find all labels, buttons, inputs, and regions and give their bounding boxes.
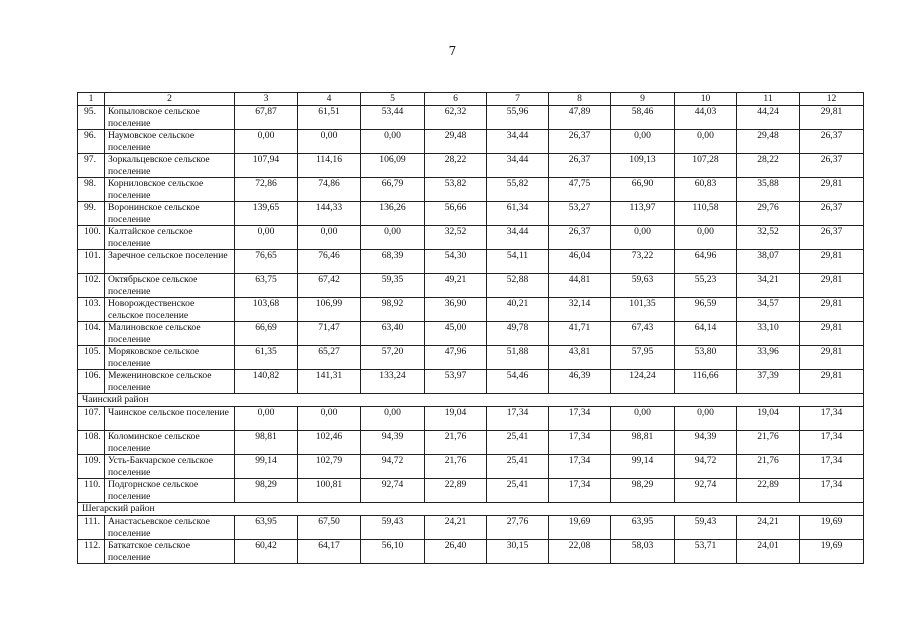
- table-cell: 46,39: [549, 370, 611, 394]
- tariff-table: [77, 92, 864, 564]
- table-cell: 17,34: [549, 455, 611, 479]
- table-cell: 109,13: [611, 154, 675, 178]
- settlement-name: Коломинское сельское поселение: [105, 431, 235, 455]
- table-cell: 64,14: [675, 322, 737, 346]
- settlement-name: Калтайское сельское поселение: [105, 226, 235, 250]
- table-cell: 19,04: [425, 407, 487, 431]
- table-cell: 59,43: [361, 516, 425, 540]
- table-cell: 99,14: [611, 455, 675, 479]
- table-cell: 19,69: [800, 516, 864, 540]
- table-cell: 57,95: [611, 346, 675, 370]
- table-cell: 28,22: [737, 154, 800, 178]
- col-header: 7: [487, 93, 549, 106]
- table-cell: 24,01: [737, 540, 800, 564]
- table-cell: 98,29: [611, 479, 675, 503]
- table-cell: 47,89: [549, 106, 611, 130]
- table-row: [78, 226, 864, 250]
- table-cell: 68,39: [361, 250, 425, 274]
- table-cell: 107,94: [235, 154, 298, 178]
- col-header: 2: [105, 93, 235, 106]
- table-row: [78, 250, 864, 274]
- table-cell: 59,35: [361, 274, 425, 298]
- table-cell: 17,34: [800, 479, 864, 503]
- table-cell: 29,81: [800, 298, 864, 322]
- table-row: [78, 540, 864, 564]
- table-cell: 64,96: [675, 250, 737, 274]
- table-cell: 63,95: [235, 516, 298, 540]
- row-number: 101.: [78, 250, 105, 274]
- table-cell: 22,08: [549, 540, 611, 564]
- table-cell: 45,00: [425, 322, 487, 346]
- table-cell: 17,34: [800, 407, 864, 431]
- table-cell: 0,00: [675, 130, 737, 154]
- table-cell: 94,39: [361, 431, 425, 455]
- table-cell: 61,35: [235, 346, 298, 370]
- table-cell: 0,00: [611, 407, 675, 431]
- table-cell: 53,82: [425, 178, 487, 202]
- table-cell: 58,03: [611, 540, 675, 564]
- row-number: 104.: [78, 322, 105, 346]
- table-cell: 40,21: [487, 298, 549, 322]
- settlement-name: Подгорнское сельское поселение: [105, 479, 235, 503]
- table-cell: 113,97: [611, 202, 675, 226]
- table-cell: 17,34: [800, 431, 864, 455]
- col-header: 1: [78, 93, 105, 106]
- table-cell: 26,40: [425, 540, 487, 564]
- table-cell: 19,69: [800, 540, 864, 564]
- table-cell: 30,15: [487, 540, 549, 564]
- table-cell: 38,07: [737, 250, 800, 274]
- settlement-name: Баткатское сельское поселение: [105, 540, 235, 564]
- table-cell: 57,20: [361, 346, 425, 370]
- table-row: [78, 106, 864, 130]
- table-cell: 59,63: [611, 274, 675, 298]
- table-cell: 55,82: [487, 178, 549, 202]
- table-cell: 24,21: [737, 516, 800, 540]
- table-cell: 29,48: [425, 130, 487, 154]
- table-cell: 0,00: [361, 226, 425, 250]
- table-cell: 56,66: [425, 202, 487, 226]
- page-number: 7: [448, 44, 457, 58]
- table-cell: 66,90: [611, 178, 675, 202]
- table-cell: 0,00: [235, 226, 298, 250]
- table-cell: 46,04: [549, 250, 611, 274]
- col-header: 11: [737, 93, 800, 106]
- table-body: [78, 106, 864, 564]
- table-cell: 25,41: [487, 431, 549, 455]
- row-number: 98.: [78, 178, 105, 202]
- col-header: 4: [298, 93, 361, 106]
- section-row: [78, 394, 864, 407]
- table-cell: 26,37: [549, 154, 611, 178]
- table-cell: 0,00: [611, 130, 675, 154]
- settlement-name: Октябрьское сельское поселение: [105, 274, 235, 298]
- table-cell: 73,22: [611, 250, 675, 274]
- row-number: 107.: [78, 407, 105, 431]
- table-cell: 96,59: [675, 298, 737, 322]
- col-header: 6: [425, 93, 487, 106]
- table-cell: 102,79: [298, 455, 361, 479]
- table-cell: 100,81: [298, 479, 361, 503]
- table-cell: 19,04: [737, 407, 800, 431]
- table-cell: 54,30: [425, 250, 487, 274]
- table-cell: 62,32: [425, 106, 487, 130]
- table-cell: 59,43: [675, 516, 737, 540]
- table-cell: 0,00: [298, 130, 361, 154]
- table-cell: 0,00: [235, 130, 298, 154]
- col-header: 9: [611, 93, 675, 106]
- table-cell: 144,33: [298, 202, 361, 226]
- table-cell: 34,44: [487, 154, 549, 178]
- table-cell: 41,71: [549, 322, 611, 346]
- table-cell: 34,57: [737, 298, 800, 322]
- section-label: Чаинский район: [78, 394, 864, 407]
- table-cell: 0,00: [298, 407, 361, 431]
- table-cell: 54,11: [487, 250, 549, 274]
- table-cell: 63,95: [611, 516, 675, 540]
- table-cell: 34,44: [487, 130, 549, 154]
- table-cell: 17,34: [549, 479, 611, 503]
- table-row: [78, 202, 864, 226]
- table-cell: 34,21: [737, 274, 800, 298]
- settlement-name: Наумовское сельское поселение: [105, 130, 235, 154]
- table-cell: 0,00: [361, 407, 425, 431]
- table-cell: 26,37: [800, 154, 864, 178]
- table-cell: 67,50: [298, 516, 361, 540]
- table-cell: 66,79: [361, 178, 425, 202]
- table-cell: 26,37: [549, 226, 611, 250]
- table-cell: 76,46: [298, 250, 361, 274]
- table-cell: 29,81: [800, 346, 864, 370]
- table-cell: 21,76: [737, 431, 800, 455]
- table-cell: 98,81: [235, 431, 298, 455]
- section-label: Шегарский район: [78, 503, 864, 516]
- table-cell: 33,96: [737, 346, 800, 370]
- table-cell: 21,76: [425, 431, 487, 455]
- row-number: 95.: [78, 106, 105, 130]
- table-cell: 44,24: [737, 106, 800, 130]
- table-cell: 22,89: [737, 479, 800, 503]
- table-cell: 0,00: [675, 407, 737, 431]
- header-row: [78, 93, 864, 106]
- table-cell: 36,90: [425, 298, 487, 322]
- settlement-name: Зоркальцевское сельское поселение: [105, 154, 235, 178]
- settlement-name: Анастасьевское сельское поселение: [105, 516, 235, 540]
- table-cell: 26,37: [800, 202, 864, 226]
- table-row: [78, 370, 864, 394]
- table-cell: 34,44: [487, 226, 549, 250]
- row-number: 105.: [78, 346, 105, 370]
- table-row: [78, 479, 864, 503]
- row-number: 102.: [78, 274, 105, 298]
- table-cell: 55,96: [487, 106, 549, 130]
- table-cell: 24,21: [425, 516, 487, 540]
- table-cell: 60,83: [675, 178, 737, 202]
- table-cell: 0,00: [361, 130, 425, 154]
- table-cell: 106,09: [361, 154, 425, 178]
- col-header: 12: [800, 93, 864, 106]
- table-cell: 67,87: [235, 106, 298, 130]
- table-row: [78, 346, 864, 370]
- table-cell: 65,27: [298, 346, 361, 370]
- table-cell: 17,34: [487, 407, 549, 431]
- settlement-name: Копыловское сельское поселение: [105, 106, 235, 130]
- table-cell: 33,10: [737, 322, 800, 346]
- table-cell: 60,42: [235, 540, 298, 564]
- table-cell: 94,72: [361, 455, 425, 479]
- table-cell: 102,46: [298, 431, 361, 455]
- table-cell: 92,74: [675, 479, 737, 503]
- col-header: 5: [361, 93, 425, 106]
- table-cell: 0,00: [675, 226, 737, 250]
- table-cell: 124,24: [611, 370, 675, 394]
- table-cell: 63,75: [235, 274, 298, 298]
- table-cell: 19,69: [549, 516, 611, 540]
- settlement-name: Межениновское сельское поселение: [105, 370, 235, 394]
- table-cell: 26,37: [800, 226, 864, 250]
- table-cell: 76,65: [235, 250, 298, 274]
- table-cell: 22,89: [425, 479, 487, 503]
- table-cell: 29,81: [800, 322, 864, 346]
- table-cell: 71,47: [298, 322, 361, 346]
- table-cell: 94,72: [675, 455, 737, 479]
- settlement-name: Корниловское сельское поселение: [105, 178, 235, 202]
- row-number: 96.: [78, 130, 105, 154]
- table-row: [78, 154, 864, 178]
- table-cell: 29,81: [800, 370, 864, 394]
- table-cell: 35,88: [737, 178, 800, 202]
- table-cell: 53,44: [361, 106, 425, 130]
- table-cell: 32,52: [425, 226, 487, 250]
- table-cell: 25,41: [487, 455, 549, 479]
- row-number: 109.: [78, 455, 105, 479]
- row-number: 97.: [78, 154, 105, 178]
- table-cell: 67,43: [611, 322, 675, 346]
- table-cell: 47,96: [425, 346, 487, 370]
- table-row: [78, 178, 864, 202]
- table-cell: 103,68: [235, 298, 298, 322]
- table-cell: 53,27: [549, 202, 611, 226]
- table-cell: 21,76: [737, 455, 800, 479]
- table-cell: 49,78: [487, 322, 549, 346]
- settlement-name: Моряковское сельское поселение: [105, 346, 235, 370]
- table-cell: 141,31: [298, 370, 361, 394]
- table-cell: 53,71: [675, 540, 737, 564]
- row-number: 100.: [78, 226, 105, 250]
- row-number: 110.: [78, 479, 105, 503]
- table-cell: 92,74: [361, 479, 425, 503]
- table-cell: 29,48: [737, 130, 800, 154]
- table-cell: 106,99: [298, 298, 361, 322]
- table-cell: 29,81: [800, 274, 864, 298]
- table-cell: 26,37: [800, 130, 864, 154]
- settlement-name: Заречное сельское поселение: [105, 250, 235, 274]
- table-cell: 101,35: [611, 298, 675, 322]
- table-cell: 51,88: [487, 346, 549, 370]
- col-header: 8: [549, 93, 611, 106]
- table-cell: 64,17: [298, 540, 361, 564]
- table-cell: 136,26: [361, 202, 425, 226]
- row-number: 99.: [78, 202, 105, 226]
- table-cell: 25,41: [487, 479, 549, 503]
- col-header: 3: [235, 93, 298, 106]
- row-number: 106.: [78, 370, 105, 394]
- row-number: 112.: [78, 540, 105, 564]
- table-row: [78, 130, 864, 154]
- settlement-name: Чаинское сельское поселение: [105, 407, 235, 431]
- table-cell: 44,81: [549, 274, 611, 298]
- table-cell: 29,81: [800, 106, 864, 130]
- table-cell: 17,34: [549, 407, 611, 431]
- table-row: [78, 298, 864, 322]
- table-cell: 74,86: [298, 178, 361, 202]
- table-cell: 98,92: [361, 298, 425, 322]
- table-cell: 139,65: [235, 202, 298, 226]
- table-cell: 26,37: [549, 130, 611, 154]
- table-cell: 54,46: [487, 370, 549, 394]
- table-cell: 63,40: [361, 322, 425, 346]
- table-cell: 99,14: [235, 455, 298, 479]
- table-cell: 98,81: [611, 431, 675, 455]
- table-cell: 58,46: [611, 106, 675, 130]
- section-row: [78, 503, 864, 516]
- table-row: [78, 274, 864, 298]
- table-cell: 61,34: [487, 202, 549, 226]
- table-cell: 49,21: [425, 274, 487, 298]
- table-cell: 140,82: [235, 370, 298, 394]
- table-row: [78, 516, 864, 540]
- table-cell: 0,00: [298, 226, 361, 250]
- table-cell: 110,58: [675, 202, 737, 226]
- table-cell: 29,81: [800, 250, 864, 274]
- col-header: 10: [675, 93, 737, 106]
- table-cell: 67,42: [298, 274, 361, 298]
- settlement-name: Воронинское сельское поселение: [105, 202, 235, 226]
- table-row: [78, 455, 864, 479]
- table-cell: 32,14: [549, 298, 611, 322]
- table-cell: 0,00: [235, 407, 298, 431]
- table-cell: 107,28: [675, 154, 737, 178]
- table-cell: 43,81: [549, 346, 611, 370]
- table-cell: 61,51: [298, 106, 361, 130]
- table-cell: 29,81: [800, 178, 864, 202]
- table-cell: 37,39: [737, 370, 800, 394]
- table-cell: 53,80: [675, 346, 737, 370]
- table-cell: 0,00: [611, 226, 675, 250]
- table-cell: 17,34: [549, 431, 611, 455]
- table-cell: 29,76: [737, 202, 800, 226]
- table-cell: 21,76: [425, 455, 487, 479]
- table-cell: 28,22: [425, 154, 487, 178]
- table-cell: 56,10: [361, 540, 425, 564]
- settlement-name: Усть-Бакчарское сельское поселение: [105, 455, 235, 479]
- table-cell: 47,75: [549, 178, 611, 202]
- table-cell: 52,88: [487, 274, 549, 298]
- table-cell: 94,39: [675, 431, 737, 455]
- table-cell: 53,97: [425, 370, 487, 394]
- table-row: [78, 322, 864, 346]
- table-cell: 27,76: [487, 516, 549, 540]
- table-row: [78, 431, 864, 455]
- table-cell: 55,23: [675, 274, 737, 298]
- table-cell: 32,52: [737, 226, 800, 250]
- table-row: [78, 407, 864, 431]
- table-cell: 114,16: [298, 154, 361, 178]
- table-cell: 44,03: [675, 106, 737, 130]
- table-cell: 116,66: [675, 370, 737, 394]
- settlement-name: Новорождественское сельское поселение: [105, 298, 235, 322]
- table-cell: 66,69: [235, 322, 298, 346]
- table-cell: 72,86: [235, 178, 298, 202]
- table-cell: 98,29: [235, 479, 298, 503]
- table-cell: 133,24: [361, 370, 425, 394]
- row-number: 108.: [78, 431, 105, 455]
- table-cell: 17,34: [800, 455, 864, 479]
- row-number: 111.: [78, 516, 105, 540]
- row-number: 103.: [78, 298, 105, 322]
- settlement-name: Малиновское сельское поселение: [105, 322, 235, 346]
